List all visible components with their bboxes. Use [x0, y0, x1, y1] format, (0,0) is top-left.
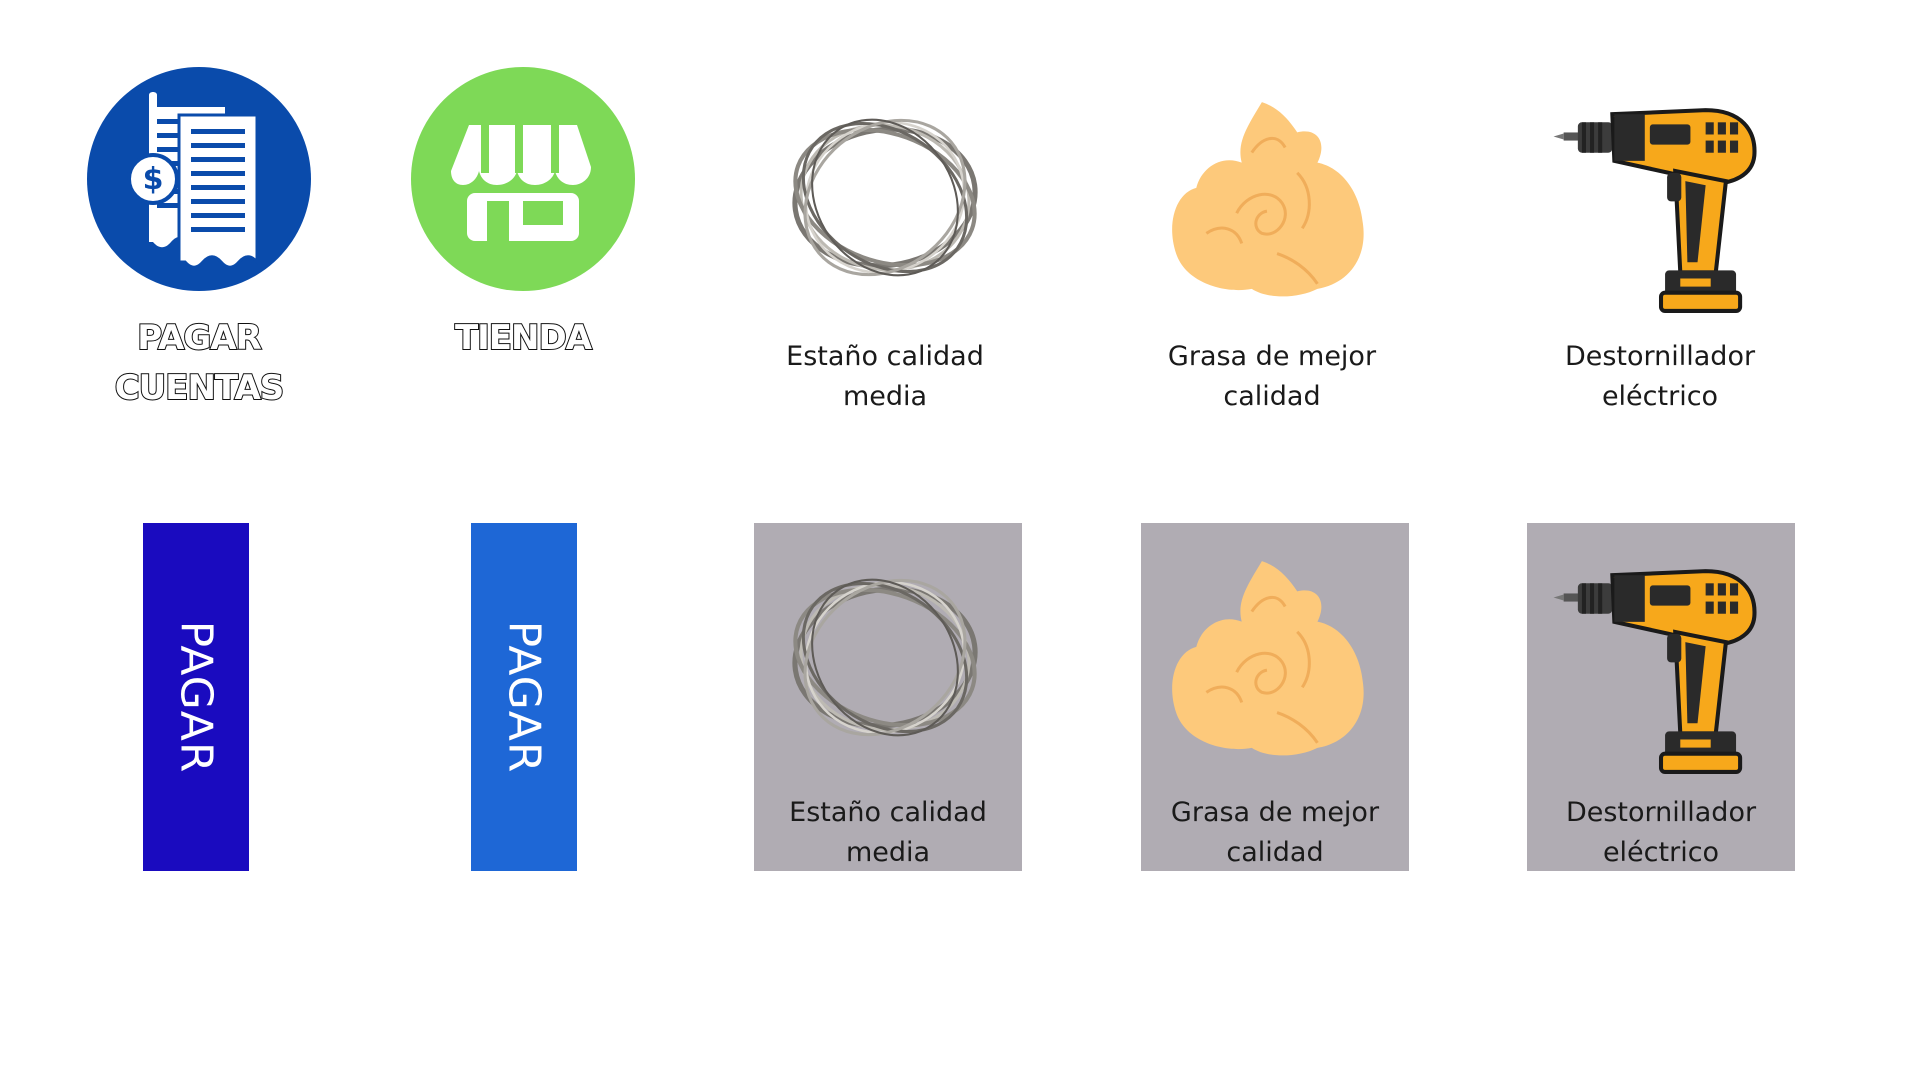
- card-grease-label-line2: calidad: [1226, 837, 1324, 868]
- pay-bar-button-light[interactable]: [471, 523, 577, 871]
- pay-bills-label-line1: PAGAR: [137, 318, 261, 358]
- product-drill-label-line1: Destornillador: [1564, 341, 1756, 372]
- pay-bills-circle-button[interactable]: [87, 67, 311, 291]
- grease-icon: [1162, 551, 1382, 763]
- storefront-icon: [411, 67, 635, 291]
- card-drill-label: [1531, 793, 1791, 873]
- store-circle-button[interactable]: [411, 67, 635, 291]
- grease-icon: [1162, 92, 1382, 304]
- card-solder-label: [758, 793, 1018, 873]
- product-drill-label-line2: eléctrico: [1601, 381, 1719, 412]
- card-solder[interactable]: [754, 523, 1022, 871]
- product-grease-label-line1: Grasa de mejor: [1167, 341, 1377, 372]
- product-drill-label: [1530, 337, 1790, 417]
- card-drill-label-line2: eléctrico: [1602, 837, 1720, 868]
- card-drill-label-line1: Destornillador: [1565, 797, 1757, 828]
- pay-bar-button-dark[interactable]: [143, 523, 249, 871]
- pay-bar-label: PAGAR: [170, 620, 222, 774]
- product-solder-label-line2: media: [842, 381, 928, 412]
- pay-bills-label-line2: CUENTAS: [114, 368, 284, 408]
- card-grease-label: [1145, 793, 1405, 873]
- card-solder-label-line2: media: [845, 837, 931, 868]
- product-grease-label-line2: calidad: [1223, 381, 1321, 412]
- solder-wire-icon: [785, 565, 985, 750]
- electric-drill-icon: [1543, 561, 1777, 776]
- card-grease-label-line1: Grasa de mejor: [1170, 797, 1380, 828]
- pay-bills-label: [60, 313, 338, 413]
- svg-text:$: $: [142, 162, 164, 197]
- card-solder-label-line1: Estaño calidad: [789, 797, 987, 828]
- product-solder-label: [755, 337, 1015, 417]
- product-grease-label: [1142, 337, 1402, 417]
- product-solder-label-line1: Estaño calidad: [786, 341, 984, 372]
- electric-drill-icon: [1543, 100, 1777, 315]
- bill-receipt-dollar-icon: [87, 67, 311, 291]
- solder-wire-icon: [785, 105, 985, 290]
- pay-bar-label: PAGAR: [498, 620, 550, 774]
- card-drill[interactable]: [1527, 523, 1795, 871]
- card-grease[interactable]: [1141, 523, 1409, 871]
- store-label: TIENDA: [454, 318, 592, 358]
